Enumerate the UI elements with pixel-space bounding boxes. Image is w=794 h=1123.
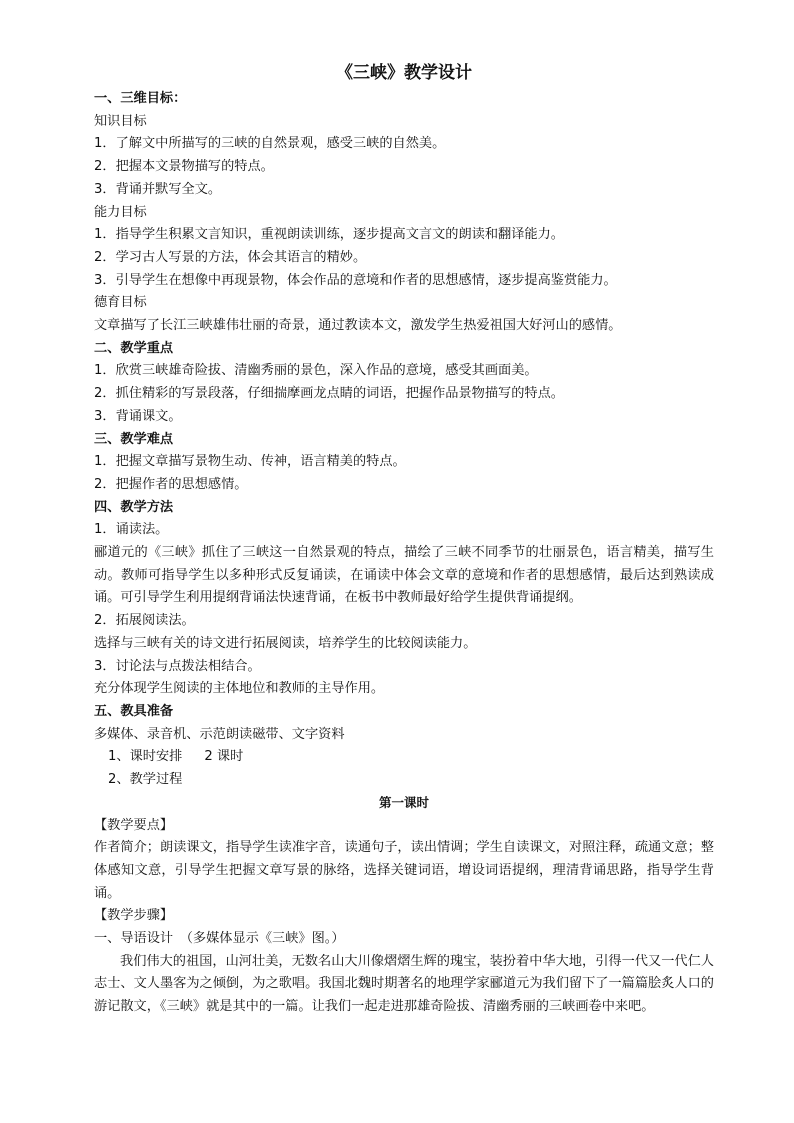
ability-item: 3．引导学生在想像中再现景物，体会作品的意境和作者的思想感情，逐步提高鉴赏能力。 [94,272,617,288]
ability-item: 2．学习古人写景的方法，体会其语言的精妙。 [94,249,367,265]
moral-label: 德育目标 [94,295,147,311]
tools-list: 多媒体、录音机、示范朗读磁带、文字资料 [94,726,345,742]
schedule-line [94,746,714,769]
moral-text: 文章描写了长江三峡雄伟壮丽的奇景，通过教读本文，激发学生热爱祖国大好河山的感情。 [94,318,622,334]
method-description: 充分体现学生阅读的主体地位和教师的主导作用。 [94,681,385,697]
section-heading-tools: 五、教具准备 [94,703,174,719]
difficulty-item: 2．把握作者的思想感情。 [94,476,248,492]
document-page [94,60,714,1019]
step-heading: 一、导语设计 （多媒体显示《三峡》图。） [94,931,345,947]
ability-label: 能力目标 [94,204,147,220]
method-description: 选择与三峡有关的诗文进行拓展阅读，培养学生的比较阅读能力。 [94,635,477,651]
teaching-points-label: 【教学要点】 [94,817,174,833]
method-title: 3．讨论法与点拨法相结合。 [94,658,261,674]
section-heading-key-points: 二、教学重点 [94,340,174,356]
teaching-points-text: 作者简介；朗读课文，指导学生读准字音，读通句子，读出情调；学生自读课文，对照注释，疏通文意；整体感知文意，引导学生把握文章写景的脉络，选择关键词语，增设词语提纲，理清背诵思路，指导学生背诵。 [94,840,714,901]
knowledge-item: 1．了解文中所描写的三峡的自然景观，感受三峡的自然美。 [94,136,446,152]
intro-paragraph: 我们伟大的祖国，山河壮美，无数名山大川像熠熠生辉的瑰宝，装扮着中华大地，引得一代又一代仁人志士、文人墨客为之倾倒，为之歌唱。我国北魏时期著名的地理学家郦道元为我们留下了一篇篇脍炙人口的游记散文，《三峡》就是其中的一篇。让我们一起走进那雄奇险拔、清幽秀丽的三峡画卷中来吧。 [94,953,714,1015]
knowledge-item: 3．背诵并默写全文。 [94,181,222,197]
schedule-value: 2 课时 [204,749,244,765]
method-title: 2．拓展阅读法。 [94,613,195,629]
knowledge-label: 知识目标 [94,113,147,129]
teaching-steps-label: 【教学步骤】 [94,908,174,924]
knowledge-item: 2．把握本文景物描写的特点。 [94,159,274,175]
section-heading-objectives: 一、三维目标： [94,91,187,106]
key-point-item: 2．抓住精彩的写景段落，仔细揣摩画龙点睛的词语，把握作品景物描写的特点。 [94,386,564,402]
schedule-label: 1、课时安排 [108,749,183,765]
process-label: 2、教学过程 [108,772,183,788]
method-description: 郦道元的《三峡》抓住了三峡这一自然景观的特点，描绘了三峡不同季节的壮丽景色，语言精美，描写生动。教师可指导学生以多种形式反复诵读，在诵读中体会文章的意境和作者的思想感情，最后达到熟读成诵。可引导学生利用提纲背诵法快速背诵，在板书中教师最好给学生提供背诵提纲。 [94,545,714,606]
ability-item: 1．指导学生积累文言知识，重视朗读训练，逐步提高文言文的朗读和翻译能力。 [94,227,564,243]
section-heading-difficulties: 三、教学难点 [94,431,174,447]
key-point-item: 3．背诵课文。 [94,408,182,424]
key-point-item: 1．欣赏三峡雄奇险拔、清幽秀丽的景色，深入作品的意境，感受其画面美。 [94,363,538,379]
document-title: 《三峡》教学设计 [336,63,472,83]
difficulty-item: 1．把握文章描写景物生动、传神，语言精美的特点。 [94,454,406,470]
section-heading-methods: 四、教学方法 [94,499,174,515]
method-title: 1．诵读法。 [94,522,169,538]
lesson-heading: 第一课时 [378,794,429,810]
